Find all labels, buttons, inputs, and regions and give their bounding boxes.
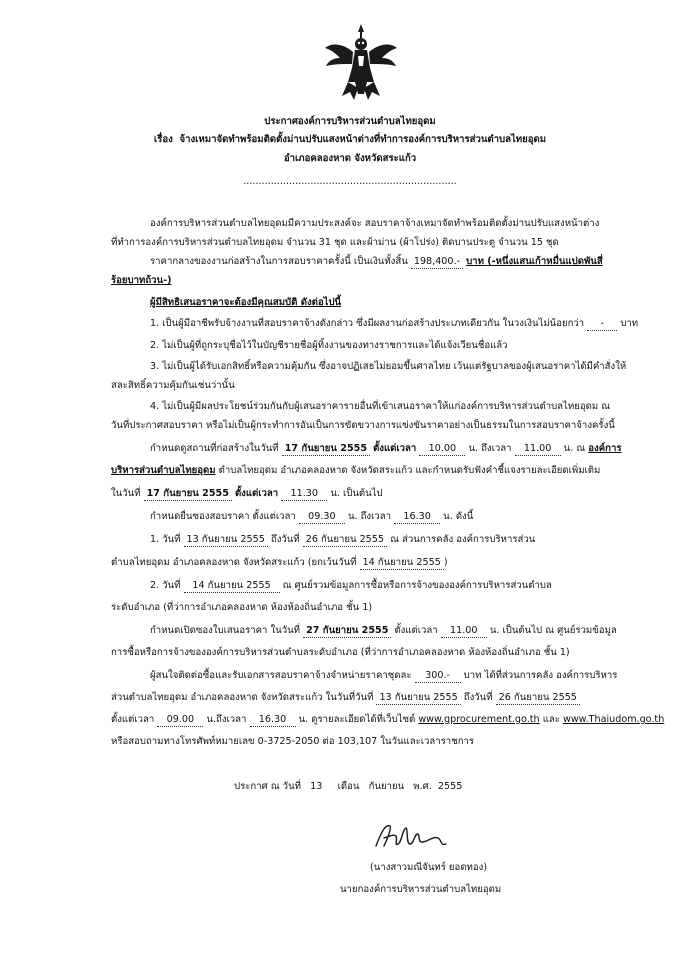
price-words: บาท (-หนึ่งแสนเก้าหมื่นแปดพันสี่ — [466, 256, 603, 267]
documents-line-3 — [111, 714, 664, 727]
announce-day: 13 — [310, 781, 323, 792]
site-visit-place-cont: บริหารส่วนตำบลไทยอุดม — [111, 465, 216, 476]
submission-as-follows: น. ดังนี้ — [443, 511, 474, 522]
submission-2-place: ณ ศูนย์รวมข้อมูลการซื้อหรือการจ้างขององค์การบริหารส่วนตำบล — [282, 580, 552, 591]
site-visit-at-label: น. ณ — [563, 443, 586, 454]
documents-date-to: 26 กันยายน 2555 — [496, 693, 580, 705]
site-visit-time-from: 10.00 — [419, 444, 465, 456]
documents-time-to: 16.30 — [250, 715, 296, 727]
opening-place: น. เป็นต้นไป ณ ศูนย์รวมข้อมูล — [489, 625, 617, 636]
price-label: ราคากลางของงานก่อสร้างในการสอบราคาครั้งนี้ เป็นเงินทั้งสิ้น — [150, 256, 408, 267]
subject-label: เรื่อง — [153, 134, 173, 145]
announce-month: กันยายน — [368, 781, 405, 792]
location-line: อำเภอคลองหาด จังหวัดสระแก้ว — [283, 153, 417, 164]
price-line-2: ร้อยบาทถ้วน-) — [111, 275, 172, 286]
documents-label: ผู้สนใจติดต่อซื้อและรับเอกสารสอบราคาจ้างจำหน่ายราคาชุดละ — [150, 670, 412, 681]
intro-line-2: ที่ทำการองค์การบริหารส่วนตำบลไทยอุดม จำนวน 31 ชุด และผ้าม่าน (ผ้าโปร่ง) ติดบานประตู จำนวน 15 ชุด — [111, 237, 559, 248]
website-thaiudom-link[interactable]: www.Thaiudom.go.th — [562, 714, 665, 725]
header-divider: ...................................................................... — [243, 176, 457, 187]
intro-line-1: องค์การบริหารส่วนตำบลไทยอุดมมีความประสงค์จะ สอบราคาจ้างเหมาจัดทำพร้อมติดตั้งม่านปรับแสงหน้าต่าง — [150, 218, 600, 229]
qualification-heading: ผู้มีสิทธิเสนอราคาจะต้องมีคุณสมบัติ ดังต่อไปนี้ — [150, 297, 342, 308]
opening-line-1 — [150, 625, 617, 638]
documents-place-cont: ส่วนตำบลไทยอุดม อำเภอคลองหาด จังหวัดสระแก้ว ในวันที่วันที่ — [111, 692, 374, 703]
site-visit-line-2 — [111, 465, 600, 477]
website-gprocurement-link[interactable]: www.gprocurement.go.th — [418, 714, 540, 725]
opening-time-label: ตั้งแต่เวลา — [394, 625, 438, 636]
site-visit-from-label: ตั้งแต่เวลา — [373, 443, 417, 454]
announce-month-label: เดือน — [337, 781, 360, 792]
signer-title: นายกองค์การบริหารส่วนตำบลไทยอุดม — [340, 884, 502, 895]
qualification-1-unit: บาท — [620, 318, 639, 329]
submission-label: กำหนดยื่นซองสอบราคา ตั้งแต่เวลา — [150, 511, 296, 522]
documents-line-2 — [111, 692, 580, 705]
documents-to-label: ถึงวันที่ — [463, 692, 493, 703]
submission-1-close-paren: ) — [443, 557, 448, 568]
documents-line-1 — [150, 670, 617, 683]
garuda-emblem-icon — [322, 22, 400, 104]
signer-name: (นางสาวมณีจันทร์ ยอดทอง) — [370, 862, 488, 873]
documents-time-to-label: น.ถึงเวลา — [206, 714, 247, 725]
submission-line — [150, 511, 473, 524]
site-visit-label: กำหนดดูสถานที่ก่อสร้างในวันที่ — [150, 443, 279, 454]
qualification-3-line-2: สละสิทธิ์ความคุ้มกันเช่นว่านั้น — [111, 380, 235, 391]
submission-1-label: 1. วันที่ — [150, 534, 181, 545]
site-visit-time-to: 11.00 — [515, 444, 561, 456]
submission-item-2-line-1 — [150, 580, 552, 593]
briefing-date: 17 กันยายน 2555 — [144, 489, 232, 501]
qualification-3-line-1: 3. ไม่เป็นผู้ได้รับเอกสิทธิ์หรือความคุ้มกัน ซึ่งอาจปฏิเสธไม่ยอมขึ้นศาลไทย เว้นแต่รัฐบาลของผู้เสนอราคาได้มีคำสั่งให้ — [150, 361, 627, 372]
announce-year: 2555 — [437, 781, 463, 792]
price-line-1 — [150, 256, 603, 269]
briefing-time: 11.30 — [281, 489, 327, 501]
submission-time-to: 16.30 — [394, 512, 440, 524]
qualification-2: 2. ไม่เป็นผู้ที่ถูกระบุชื่อไว้ในบัญชีรายชื่อผู้ทิ้งงานของทางราชการและได้แจ้งเวียนชื่อแล้ว — [150, 340, 508, 351]
site-visit-line-1 — [150, 443, 622, 456]
submission-1-to-label: ถึงวันที่ — [270, 534, 300, 545]
opening-time: 11.00 — [441, 626, 487, 638]
qualification-4-line-1: 4. ไม่เป็นผู้มีผลประโยชน์ร่วมกันกับผู้เสนอราคารายอื่นที่เข้าเสนอราคาให้แก่องค์การบริหารส่วนตำบลไทยอุดม ณ — [150, 401, 611, 412]
submission-time-from: 09.30 — [299, 512, 345, 524]
briefing-time-label: ตั้งแต่เวลา — [234, 488, 279, 499]
qualification-1 — [150, 318, 638, 331]
submission-1-date-from: 13 กันยายน 2555 — [184, 535, 268, 547]
subject-line — [0, 134, 700, 146]
qualification-1-amount: - — [587, 319, 617, 331]
subject-text: จ้างเหมาจัดทำพร้อมติดตั้งม่านปรับแสงหน้าต่างที่ทำการองค์การบริหารส่วนตำบลไทยอุดม — [179, 134, 547, 145]
briefing-date-label: ในวันที่ — [111, 488, 141, 499]
site-visit-to-label: น. ถึงเวลา — [468, 443, 512, 454]
documents-time-label: ตั้งแต่เวลา — [111, 714, 155, 725]
submission-1-date-to: 26 กันยายน 2555 — [303, 535, 387, 547]
announce-date-label: ประกาศ ณ วันที่ — [234, 781, 301, 792]
opening-date: 27 กันยายน 2555 — [303, 626, 391, 638]
submission-item-2-line-2: ระดับอำเภอ (ที่ว่าการอำเภอคลองหาด ห้องห้องถิ่นอำเภอ ชั้น 1) — [111, 602, 373, 613]
submission-2-label: 2. วันที่ — [150, 580, 181, 591]
documents-and: และ — [542, 714, 560, 725]
issuer-title: ประกาศองค์การบริหารส่วนตำบลไทยอุดม — [264, 116, 436, 127]
submission-1-place: ณ ส่วนการคลัง องค์การบริหารส่วน — [390, 534, 536, 545]
documents-place: บาท ได้ที่ส่วนการคลัง องค์การบริหาร — [463, 670, 618, 681]
submission-to-label: น. ถึงเวลา — [347, 511, 392, 522]
documents-time-from: 09.00 — [157, 715, 203, 727]
qualification-4-line-2: วันที่ประกาศสอบราคา หรือไม่เป็นผู้กระทำการอันเป็นการขัดขวางการแข่งขันราคาอย่างเป็นธรรมในการสอบราคาจ้างครั้งนี้ — [111, 420, 615, 431]
opening-label: กำหนดเปิดซองใบเสนอราคา ในวันที่ — [150, 625, 301, 636]
announce-date-line — [234, 781, 462, 793]
price-amount: 198,400.- — [411, 257, 463, 269]
documents-date-from: 13 กันยายน 2555 — [376, 693, 460, 705]
briefing-onward: น. เป็นต้นไป — [330, 488, 383, 499]
site-visit-address: ตำบลไทยอุดม อำเภอคลองหาด จังหวัดสระแก้ว และกำหนดรับฟังคำชี้แจงรายละเอียดเพิ่มเติม — [218, 465, 601, 476]
documents-price: 300.- — [415, 671, 461, 683]
qualification-1-text: 1. เป็นผู้มีอาชีพรับจ้างงานที่สอบราคาจ้างดังกล่าว ซึ่งมีผลงานก่อสร้างประเภทเดียวกัน ในวงเงินไม่น้อยกว่า — [150, 318, 585, 329]
opening-line-2: การซื้อหรือการจ้างขององค์การบริหารส่วนตำบลระดับอำเภอ (ที่ว่าการอำเภอคลองหาด ห้องห้องถิ่นอำเภอ ชั้น 1) — [111, 647, 570, 658]
submission-item-1-line-1 — [150, 534, 535, 547]
documents-line-4: หรือสอบถามทางโทรศัพท์หมายเลข 0-3725-2050 ต่อ 103,107 ในวันและเวลาราชการ — [111, 736, 475, 747]
documents-website-label: น. ดูรายละเอียดได้ที่เว็บไซต์ — [298, 714, 416, 725]
site-visit-place: องค์การ — [588, 443, 622, 454]
site-visit-date: 17 กันยายน 2555 — [282, 444, 370, 456]
signature-icon — [372, 820, 452, 852]
announce-year-label: พ.ศ. — [413, 781, 432, 792]
site-visit-line-3 — [111, 488, 383, 501]
submission-1-except-date: 14 กันยายน 2555 — [360, 558, 444, 570]
submission-1-place-cont: ตำบลไทยอุดม อำเภอคลองหาด จังหวัดสระแก้ว (ยกเว้นวันที่ — [111, 557, 357, 568]
submission-item-1-line-2 — [111, 557, 448, 570]
submission-2-date: 14 กันยายน 2555 — [184, 581, 280, 593]
